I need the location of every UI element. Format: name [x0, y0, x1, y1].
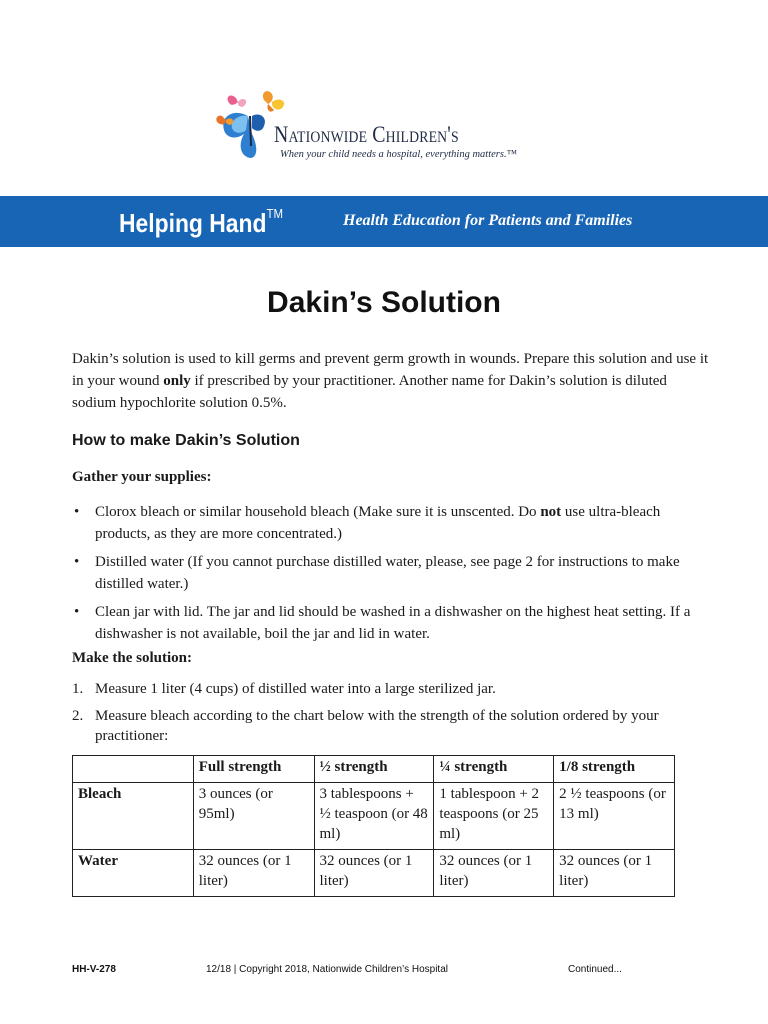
table-cell: 32 ounces (or 1 liter): [554, 850, 675, 897]
intro-text-2: if prescribed by your practitioner. Another name for Dakin’s solution is diluted sodium hypochlorite solution 0.5%.: [72, 373, 667, 411]
table-header-cell: 1/8 strength: [554, 756, 675, 783]
footer-code: HH-V-278: [72, 964, 116, 975]
helping-hand-banner: [0, 196, 768, 247]
list-item: [72, 601, 702, 645]
list-item-text: Clorox bleach or similar household bleach (Make sure it is unscented. Do: [95, 504, 541, 520]
list-item: [72, 706, 712, 746]
bullet-icon: •: [74, 554, 80, 570]
table-cell: 2 ½ teaspoons (or 13 ml): [554, 783, 675, 850]
table-header-row: [73, 756, 675, 783]
list-item-text: Clean jar with lid. The jar and lid should be washed in a dishwasher on the highest heat setting. If a dishwasher is not available, boil the jar and lid in water.: [95, 604, 691, 642]
supplies-list: [72, 501, 702, 651]
bleach-strength-table: [72, 755, 675, 897]
table-cell: 32 ounces (or 1 liter): [434, 850, 554, 897]
steps-list: [72, 679, 712, 753]
step-number: 2.: [72, 708, 84, 724]
table-row: [73, 850, 675, 897]
intro-paragraph: [72, 348, 712, 414]
bullet-icon: •: [74, 504, 80, 520]
org-tagline: When your child needs a hospital, everything matters.™: [280, 149, 517, 160]
list-item-text: Distilled water (If you cannot purchase distilled water, please, see page 2 for instructions to make distilled water.): [95, 554, 680, 592]
table-header-cell: [73, 756, 194, 783]
list-item-bold: not: [540, 504, 562, 520]
step-text: Measure bleach according to the chart below with the strength of the solution ordered by your practitioner:: [95, 708, 659, 744]
step-text: Measure 1 liter (4 cups) of distilled water into a large sterilized jar.: [95, 681, 496, 697]
banner-brand: [119, 208, 283, 239]
footer-copyright: 12/18 | Copyright 2018, Nationwide Children’s Hospital: [206, 964, 448, 975]
table-header-cell: ½ strength: [314, 756, 434, 783]
bullet-icon: •: [74, 604, 80, 620]
table-row-header: Bleach: [73, 783, 194, 850]
supplies-heading: Gather your supplies:: [72, 469, 212, 485]
table-cell: 3 ounces (or 95ml): [193, 783, 314, 850]
step-number: 1.: [72, 681, 84, 697]
hospital-logo: [214, 86, 544, 166]
list-item-text: use ultra-bleach products, as they are more concentrated.): [95, 504, 661, 542]
intro-bold: only: [163, 373, 191, 389]
table-header-cell: Full strength: [193, 756, 314, 783]
table-cell: 3 tablespoons + ½ teaspoon (or 48 ml): [314, 783, 434, 850]
list-item: [72, 501, 702, 545]
table-cell: 32 ounces (or 1 liter): [314, 850, 434, 897]
banner-brand-text: Helping Hand: [119, 208, 267, 238]
list-item: [72, 551, 702, 595]
table-row-header: Water: [73, 850, 194, 897]
table-row: [73, 783, 675, 850]
page-title: Dakin’s Solution: [267, 286, 501, 319]
trademark-mark: TM: [266, 206, 283, 221]
table-cell: 1 tablespoon + 2 teaspoons (or 25 ml): [434, 783, 554, 850]
banner-subtitle: Health Education for Patients and Families: [343, 212, 633, 229]
org-name: Nationwide Children's: [274, 122, 459, 147]
table-header-cell: ¼ strength: [434, 756, 554, 783]
table-cell: 32 ounces (or 1 liter): [193, 850, 314, 897]
list-item: [72, 679, 712, 699]
section-heading: How to make Dakin’s Solution: [72, 432, 300, 449]
footer-continued: Continued...: [568, 964, 622, 975]
make-heading: Make the solution:: [72, 650, 192, 666]
intro-text-1: Dakin’s solution is used to kill germs and prevent germ growth in wounds. Prepare this solution and use it in your wound: [72, 351, 709, 389]
